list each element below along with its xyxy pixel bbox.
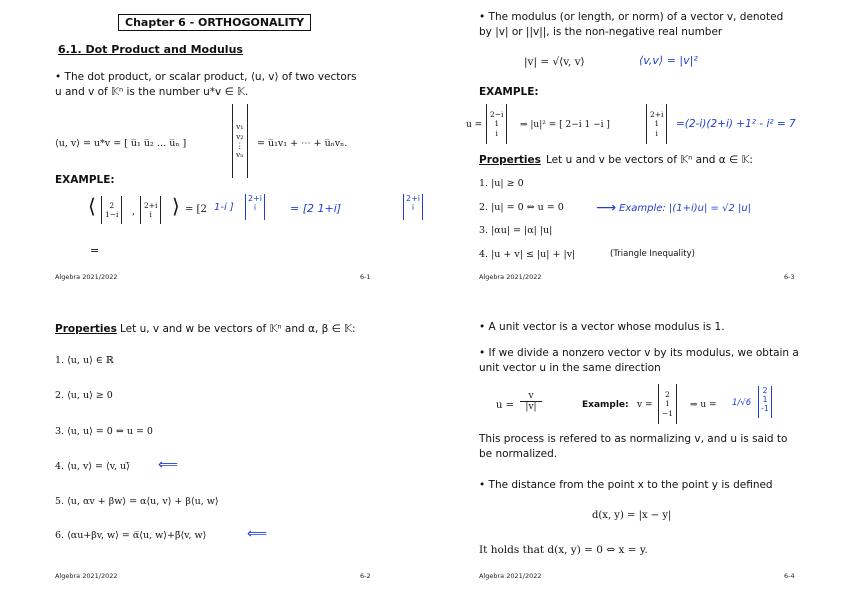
footer-page: 6-3	[784, 273, 795, 281]
example-label-4: Example:	[582, 400, 629, 410]
ink-vec-entry: -1	[761, 404, 769, 414]
unit-vector-line: • A unit vector is a vector whose modulus is 1.	[479, 321, 725, 333]
properties-text-2: Let u, v and w be vectors of 𝕂ⁿ and α, β ∈ 𝕂:	[120, 323, 356, 335]
formula-lhs: ⟨u, v⟩ = u*v = [ u̅₁ u̅₂ … u̅ₙ ]	[55, 138, 187, 149]
ink-col2-entry: 2+i	[406, 194, 421, 203]
modulus-intro-line1: • The modulus (or length, or norm) of a vector v, denoted	[479, 11, 784, 23]
ink-vec-entry: 2	[762, 386, 768, 395]
ink-normalized-vector	[758, 386, 772, 418]
normalizing-line2: be normalized.	[479, 448, 558, 460]
modulus-formula: |v| = √⟨v, v⟩	[524, 56, 585, 68]
example-eq: = [2	[185, 204, 207, 215]
fraction-denominator: |v|	[525, 402, 537, 412]
example-label-3: EXAMPLE:	[479, 86, 539, 98]
properties-text-3: Let u and v be vectors of 𝕂ⁿ and α ∈ 𝕂:	[546, 154, 753, 166]
ink-vec-entry: 1	[762, 395, 768, 405]
ink-calculation: =(2-i)(2+i) +1² - i² = 7	[676, 118, 796, 130]
col-v-entry: v₂	[236, 131, 244, 141]
ink-fraction: 1/√6	[732, 398, 752, 408]
u-vector-2	[646, 104, 667, 144]
ink-arrow-icon: ⟶	[596, 200, 617, 216]
v-label: v =	[637, 400, 653, 410]
fraction-v-over-norm	[520, 391, 542, 412]
angle-bracket-right: ⟩	[172, 194, 180, 218]
normalizing-line1: This process is refered to as normalizing v, and u is said to	[479, 433, 788, 445]
slide-6-1	[0, 0, 424, 299]
footer-page: 6-4	[784, 572, 795, 580]
properties-label-2: Properties	[55, 323, 117, 335]
ink-col-entry: 2+i	[248, 194, 263, 203]
v-entry: 2	[665, 389, 670, 399]
footer-course: Algebra 2021/2022	[479, 273, 542, 281]
modulus-property-1: 1. |u| ≥ 0	[479, 178, 524, 189]
ink-result: = [2 1+i]	[290, 202, 342, 215]
fraction-numerator: v	[520, 391, 542, 402]
u-entry: 2−i	[490, 109, 504, 119]
dot-property-1: 1. ⟨u, u⟩ ∈ ℝ	[55, 355, 114, 366]
section-title: 6.1. Dot Product and Modulus	[58, 43, 243, 56]
u-equals: u =	[496, 400, 514, 411]
u-norm-squared: ⇒ |u|² = [ 2−i 1 −i ]	[520, 120, 610, 130]
properties-label-3: Properties	[479, 154, 541, 166]
ink-example: Example: |(1+i)u| = √2 |u|	[619, 203, 752, 214]
implies-u: ⇒ u =	[690, 400, 717, 410]
equals-sign: =	[90, 244, 100, 257]
modulus-property-4: 4. |u + v| ≤ |u| + |v|	[479, 249, 576, 260]
divide-line2: unit vector u in the same direction	[479, 362, 661, 374]
triangle-inequality-note: (Triangle Inequality)	[610, 249, 695, 259]
vec2-entry: 2+i	[144, 200, 158, 210]
ink-row-entry: 1-i ]	[214, 202, 234, 213]
slide-6-3	[424, 0, 848, 299]
footer-course: Algebra 2021/2022	[479, 572, 542, 580]
dot-property-2: 2. ⟨u, u⟩ ≥ 0	[55, 390, 113, 401]
modulus-intro-line2: by |v| or ||v||, is the non-negative real number	[479, 26, 723, 38]
slide-6-4	[424, 300, 848, 599]
column-vector-v	[232, 104, 248, 178]
dot-property-4: 4. ⟨u, v⟩ = ⟨v, u⟩̅	[55, 461, 130, 472]
ink-arrow-left-icon: ⟸	[247, 526, 268, 542]
col-v-entry: ⋮	[236, 141, 244, 150]
vec2-entry: i	[149, 210, 152, 219]
footer-page: 6-2	[360, 572, 371, 580]
example-vector-1	[101, 196, 122, 224]
v-entry: 1	[665, 399, 670, 409]
u-vector	[486, 104, 507, 144]
u2-entry: 1	[654, 119, 660, 129]
ink-column-2	[403, 194, 423, 220]
ink-col2-entry: i	[411, 203, 415, 213]
footer-page: 6-1	[360, 273, 371, 281]
dot-property-5: 5. ⟨u, αv + βw⟩ = α⟨u, v⟩ + β⟨u, w⟩	[55, 496, 219, 507]
ink-modulus-note: ⟨v,v⟩ = |v|²	[639, 54, 698, 67]
holds-line: It holds that d(x, y) = 0 ⇔ x = y.	[479, 544, 648, 556]
dot-product-intro-line1: • The dot product, or scalar product, ⟨u, v⟩ of two vectors	[55, 71, 357, 83]
modulus-property-3: 3. |αu| = |α| |u|	[479, 225, 553, 236]
footer-course: Algebra 2021/2022	[55, 273, 118, 281]
example-vector-2	[140, 196, 161, 224]
distance-formula: d(x, y) = |x − y|	[592, 510, 672, 521]
chapter-title: Chapter 6 - ORTHOGONALITY	[118, 14, 311, 31]
u2-entry: i	[655, 128, 658, 138]
dot-property-3: 3. ⟨u, u⟩ = 0 ⇔ u = 0	[55, 426, 153, 437]
ink-arrow-left-icon: ⟸	[158, 457, 179, 473]
formula-rhs: = u̅₁v₁ + ⋯ + u̅ₙvₙ.	[257, 138, 348, 149]
ink-column-1	[245, 194, 265, 220]
distance-line: • The distance from the point x to the point y is defined	[479, 479, 773, 491]
example-label: EXAMPLE:	[55, 174, 115, 186]
divide-line1: • If we divide a nonzero vector v by its modulus, we obtain a	[479, 347, 799, 359]
u-label: u =	[466, 120, 483, 130]
col-v-entry: v₁	[236, 122, 244, 132]
modulus-property-2: 2. |u| = 0 ⇔ u = 0	[479, 202, 564, 213]
u2-entry: 2+i	[650, 109, 664, 119]
dot-product-intro-line2: u and v of 𝕂ⁿ is the number u*v ∈ 𝕂.	[55, 86, 249, 98]
dot-property-6: 6. ⟨αu+βv, w⟩ = α̅⟨u, w⟩+β̅⟨v, w⟩	[55, 530, 207, 541]
vec1-entry: 1−i	[105, 210, 119, 219]
v-entry: −1	[662, 408, 674, 418]
angle-bracket-left: ⟨	[88, 194, 96, 218]
v-vector	[658, 384, 677, 424]
footer-course: Algebra 2021/2022	[55, 572, 118, 580]
col-v-entry: vₙ	[236, 150, 244, 160]
slide-6-2	[0, 300, 424, 599]
comma: ,	[132, 206, 136, 217]
vec1-entry: 2	[109, 200, 115, 210]
ink-col-entry: i	[253, 203, 257, 213]
u-entry: 1	[494, 119, 500, 129]
u-entry: i	[495, 128, 498, 138]
